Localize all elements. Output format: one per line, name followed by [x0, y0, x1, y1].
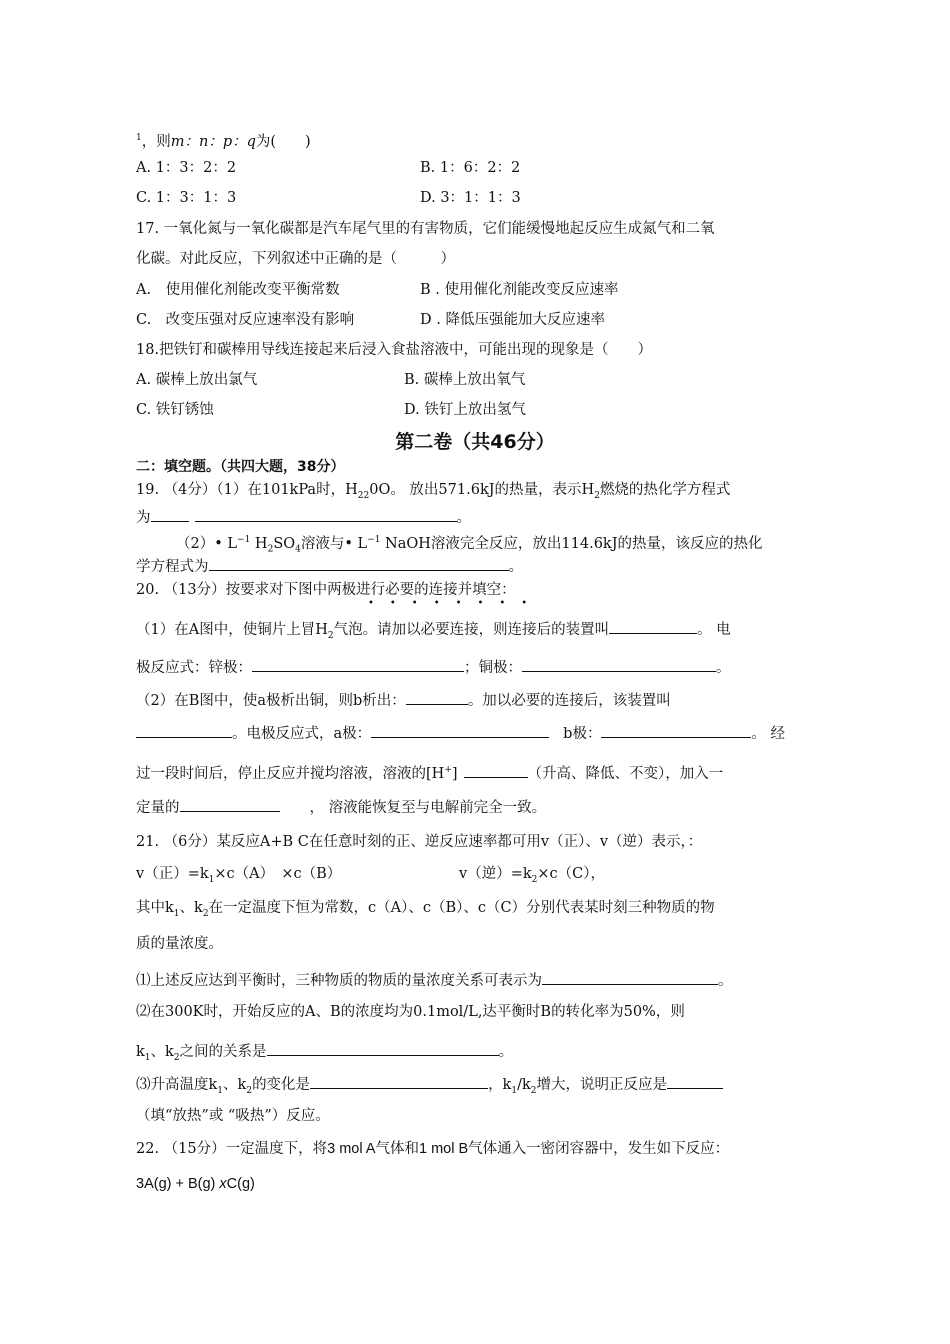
q20-line-6 [136, 760, 723, 784]
q20-blank-b-product[interactable] [406, 689, 468, 705]
q21-l7a: k [136, 1044, 145, 1060]
q20-line-2 [136, 618, 731, 646]
q21-l3-sub2: 2 [202, 908, 209, 919]
q20-l7a: 定量的 [136, 800, 180, 816]
q19-l3f: • L [344, 535, 368, 552]
q22-l2b: C(g) [226, 1176, 255, 1192]
q18-option-d: D. 铁钉上放出氢气 [404, 402, 526, 418]
q21-line-9: （填“放热”或 “吸热”）反应。 [136, 1108, 330, 1124]
q19-blank-2[interactable] [209, 555, 509, 571]
q19-l1b: 0 [369, 482, 379, 498]
q19-l1a: 19. （4分）（1）在101kPa时，H [136, 482, 358, 498]
q20-blank-a-electrode[interactable] [371, 722, 549, 738]
q21-line-5 [136, 969, 733, 991]
q19-l3b: • L [214, 535, 238, 552]
q21-blank-1[interactable] [542, 969, 718, 985]
q21-line-3 [136, 898, 715, 924]
q18-line-1: 18.把铁钉和碳棒用导线连接起来后浸入食盐溶液中，可能出现的现象是（ ） [136, 342, 653, 358]
q19-l3-sub2: 4 [295, 544, 301, 555]
q17-option-d: D . 降低压强能加大反应速率 [420, 312, 605, 328]
q19-l3-sup2: −1 [367, 535, 381, 545]
q20-l7b: ， 溶液能恢复至与电解前完全一致。 [309, 800, 547, 816]
q21-l3c: 在一定温度下恒为常数，c（A）、c（B）、c（C）分别代表某时刻三种物质的物 [208, 900, 715, 916]
q16-stem-tail [136, 128, 311, 152]
q19-line-4 [136, 555, 523, 577]
q17-line-1: 17. 一氧化氮与一氧化碳都是汽车尾气里的有害物质，它们能缓慢地起反应生成氮气和二氧 [136, 221, 715, 237]
q22-equation [136, 1174, 255, 1194]
q19-l3c: H [250, 535, 268, 552]
q19-l3a: （2） [176, 535, 215, 552]
q22-l1a: 22. （15分）一定温度下，将 [136, 1141, 328, 1157]
q21-l8a: ⑶升高温度k [136, 1077, 218, 1093]
q18-option-b: B. 碳棒上放出氧气 [404, 372, 526, 388]
q20-line-4 [136, 689, 671, 711]
q20-blank-b-electrode[interactable] [601, 722, 751, 738]
q21-l5a: ⑴上述反应达到平衡时，三种物质的物质的量浓度关系可表示为 [136, 973, 542, 989]
q20-l3c: 。 [716, 660, 731, 676]
q21-l8b: 、k [223, 1077, 247, 1093]
q20-l6-sup: + [444, 765, 452, 775]
q19-l3-sub1: 2 [267, 544, 274, 555]
q20-l2a: （1）在A图中，使铜片上冒H [136, 622, 328, 638]
q20-l2-sub: 2 [327, 630, 334, 641]
q19-l4end: 。 [508, 559, 523, 575]
q21-l2a: v（正）=k [136, 866, 209, 882]
q21-l8c: 的变化是 [252, 1077, 311, 1093]
q20-blank-hplus[interactable] [464, 762, 528, 778]
q20-l5c: b极： [563, 726, 602, 742]
q22-l1e: 气体通入一密闭容器中，发生如下反应： [468, 1141, 730, 1157]
q19-l3d: SO [273, 535, 296, 552]
q22-l1b: 3 mol A [327, 1141, 376, 1157]
q20-l4b: 。加以必要的连接后，该装置叫 [467, 693, 671, 709]
q21-l3-sub1: 1 [173, 908, 180, 919]
q21-l2c: v（逆）=k [459, 866, 532, 882]
q16-tail-end: 为( ) [255, 133, 311, 150]
q16-sup: 1 [136, 133, 142, 143]
q21-line-7 [136, 1040, 513, 1068]
q20-l4a: （2）在B图中，使a极析出铜，则b析出： [136, 693, 406, 709]
q17-option-a: A. 使用催化剂能改变平衡常数 [136, 282, 340, 298]
q20-l5d: 。 经 [751, 726, 786, 742]
q21-l7b: 、k [150, 1044, 174, 1060]
q21-l3a: 其中k [136, 900, 174, 916]
q20-line-5 [136, 722, 785, 744]
q20-line-3 [136, 656, 731, 678]
q19-l1-sub2: 2 [363, 490, 370, 501]
q18-option-a: A. 碳棒上放出氯气 [136, 372, 258, 388]
q20-line-1: 20. （13分）按要求对下图中两极进行必要的连接并填空： [136, 582, 516, 598]
q17-option-b: B . 使用催化剂能改变反应速率 [420, 282, 619, 298]
q20-blank-copper[interactable] [522, 656, 716, 672]
q20-l3a: 极反应式：锌极： [136, 660, 252, 676]
q16-vars: m：n：p：q [170, 133, 256, 150]
q19-l1mid: O。 放出571.6kJ的热量，表示H [378, 482, 595, 498]
q19-blank-1a[interactable] [151, 506, 189, 522]
q17-option-c: C. 改变压强对反应速率没有影响 [136, 312, 355, 328]
q19-l3g: NaOH溶液完全反应，放出114.6kJ的热量，该反应的热化 [380, 535, 763, 552]
q21-l7-sub1: 1 [144, 1052, 151, 1063]
q16-option-d: D. 3：1：1：3 [420, 190, 521, 206]
q20-l2c: 。 电 [697, 622, 731, 638]
q21-l7-sub2: 2 [173, 1052, 180, 1063]
q16-option-b: B. 1：6：2：2 [420, 160, 521, 176]
q21-l8-sub1: 1 [217, 1085, 224, 1096]
q21-l2-sub1: 1 [208, 874, 215, 885]
q21-l2d: ×c（C）， [537, 866, 605, 882]
q21-line-6: ⑵在300K时，开始反应的A、B的浓度均为0.1mol/L,达平衡时B的转化率为50%，则 [136, 1004, 685, 1020]
q20-emphasis-dots: •••••••• [368, 598, 544, 609]
q19-line-2 [136, 506, 471, 528]
q20-l3b: ；铜极： [464, 660, 522, 676]
q19-l2a: 为 [136, 510, 151, 526]
q19-line-1 [136, 480, 730, 506]
q21-blank-4[interactable] [667, 1073, 723, 1089]
q19-l1-sub3: 2 [594, 490, 600, 501]
q17-line-2: 化碳。对此反应，下列叙述中正确的是（ ） [136, 251, 455, 267]
section-title: 第二卷（共46分） [395, 431, 555, 453]
q21-l7c: 之间的关系是 [179, 1044, 267, 1060]
q20-blank-zinc[interactable] [252, 656, 464, 672]
q21-l2-sub2: 2 [531, 874, 538, 885]
q20-blank-additive[interactable] [180, 796, 280, 812]
part-title: 二：填空题。（共四大题，38分） [136, 459, 345, 475]
q20-l6c: （升高、降低、不变），加入一 [527, 765, 724, 782]
q19-l2end: 。 [456, 510, 471, 526]
q22-l1c: 气体和 [375, 1141, 419, 1157]
q21-l2b: ×c（A） ×c（B） [214, 866, 342, 882]
q22-l1d: 1 mol B [418, 1141, 469, 1157]
q20-blank-device-a[interactable] [609, 618, 697, 634]
q19-l4a: 学方程式为 [136, 559, 209, 575]
q19-l3-sup1: −1 [237, 535, 251, 545]
q21-line-4: 质的量浓度。 [136, 936, 223, 952]
q20-l6b: ] [451, 765, 458, 782]
q21-l8f: 增大，说明正反应是 [536, 1077, 667, 1093]
q16-option-a: A. 1：3：2：2 [136, 160, 237, 176]
q21-line-2b [459, 864, 605, 890]
q19-l1-sub1: 2 [357, 490, 364, 501]
q22-l2a: 3A(g) + B(g) [136, 1176, 220, 1192]
q20-line-7 [136, 796, 546, 818]
q21-blank-2[interactable] [267, 1040, 499, 1056]
q21-l8-sub2: 2 [246, 1085, 253, 1096]
q21-line-1: 21. （6分）某反应A+B C在任意时刻的正、逆反应速率都可用v（正）、v（逆）表示，： [136, 834, 703, 850]
q21-l5b: 。 [718, 973, 733, 989]
q21-l8-sub3: 1 [511, 1085, 518, 1096]
q21-line-2a [136, 864, 341, 890]
q21-l8-sub4: 2 [530, 1085, 537, 1096]
q19-l3e: 溶液与 [300, 535, 345, 552]
q20-l5b: 。电极反应式，a极： [232, 726, 372, 742]
q20-l2b: 气泡。请加以必要连接，则连接后的装置叫 [333, 622, 610, 638]
q21-l8e: /k [517, 1077, 531, 1093]
q21-line-8 [136, 1073, 723, 1101]
q18-option-c: C. 铁钉锈蚀 [136, 402, 214, 418]
q21-l3b: 、k [179, 900, 203, 916]
q20-l6a: 过一段时间后，停止反应并搅均溶液，溶液的[H [136, 765, 445, 782]
q21-l8d: ，k [488, 1077, 512, 1093]
q19-l1c: 燃烧的热化学方程式 [599, 482, 731, 498]
q21-blank-3[interactable] [310, 1073, 488, 1089]
q22-line-1 [136, 1139, 729, 1159]
q21-l7d: 。 [498, 1044, 514, 1060]
q16-tail-text: ，则 [141, 133, 171, 150]
q19-blank-1[interactable] [195, 506, 457, 522]
q20-blank-device-b[interactable] [136, 722, 232, 738]
q16-option-c: C. 1：3：1：3 [136, 190, 237, 206]
q22-l2x: x [219, 1176, 227, 1192]
